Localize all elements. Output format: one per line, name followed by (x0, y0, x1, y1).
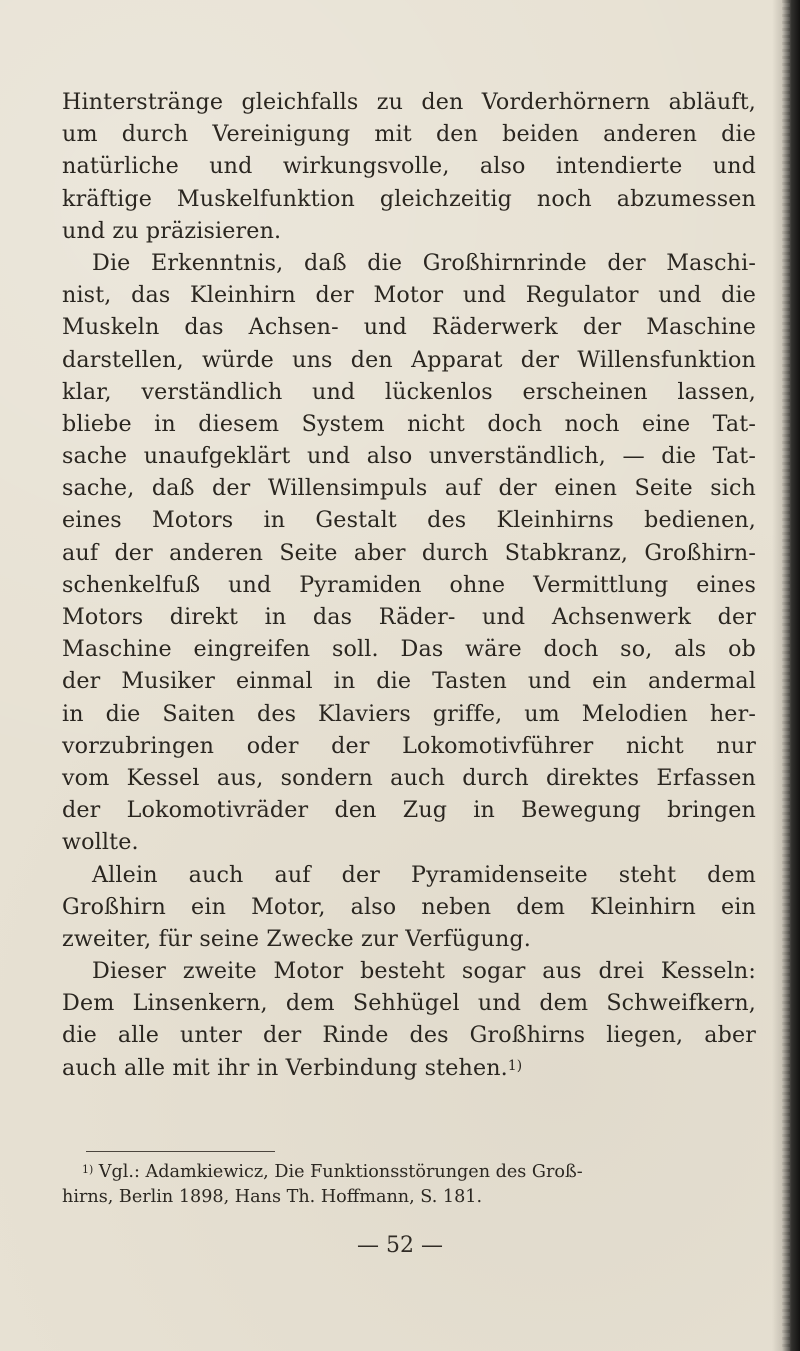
text-line: bliebe in diesem System nicht doch noch eine Tat- (62, 410, 756, 437)
text-line: sache unaufgeklärt und also unverständlich, — die Tat- (62, 443, 756, 470)
page-number: — 52 — (357, 1233, 443, 1258)
text-line-with-footnote-ref (62, 1052, 756, 1084)
text-line: und zu präzisieren. (62, 217, 282, 244)
text-line: eines Motors in Gestalt des Kleinhirns bedienen, (62, 507, 756, 534)
footnote-text: Vgl.: Adamkiewicz, Die Funktionsstörungen des Groß- (98, 1162, 583, 1182)
text-line: Motors direkt in das Räder- und Achsenwerk der (62, 604, 756, 630)
text-line: Muskeln das Achsen- und Räderwerk der Maschine (62, 314, 756, 341)
text-line: kräftige Muskelfunktion gleichzeitig noch abzumessen (62, 185, 756, 212)
text-line: Die Erkenntnis, daß die Großhirnrinde der Maschi- (92, 249, 756, 276)
text-line: sache, daß der Willensimpuls auf der einen Seite sich (62, 475, 756, 502)
main-text-block (62, 86, 756, 1084)
footnote-reference: 1) (507, 1057, 523, 1074)
text-line: um durch Vereinigung mit den beiden anderen die (62, 121, 756, 148)
text-line: Allein auch auf der Pyramidenseite steht dem (92, 861, 756, 888)
text-line: Dieser zweite Motor besteht sogar aus drei Kesseln: (92, 958, 756, 985)
text-line: auf der anderen Seite aber durch Stabkranz, Großhirn- (62, 539, 756, 566)
text-line: vorzubringen oder der Lokomotivführer nicht nur (62, 732, 756, 759)
text-line: die alle unter der Rinde des Großhirns liegen, aber (62, 1022, 756, 1049)
footnote-line: hirns, Berlin 1898, Hans Th. Hoffmann, S. 181. (62, 1186, 483, 1207)
text-line: vom Kessel aus, sondern auch durch direktes Erfassen (62, 764, 756, 791)
text-line: auch alle mit ihr in Verbindung stehen. (62, 1054, 508, 1081)
text-line: Maschine eingreifen soll. Das wäre doch so, als ob (62, 636, 756, 663)
text-line: nist, das Kleinhirn der Motor und Regulator und die (62, 282, 756, 309)
text-line: klar, verständlich und lückenlos erscheinen lassen, (62, 378, 756, 405)
text-line: der Musiker einmal in die Tasten und ein andermal (62, 668, 756, 695)
footnote-marker: 1) (82, 1163, 94, 1177)
page-edge-texture (782, 0, 790, 1351)
text-line: Dem Linsenkern, dem Sehhügel und dem Schweifkern, (62, 990, 756, 1017)
footnote (62, 1160, 756, 1209)
text-line: der Lokomotivräder den Zug in Bewegung bringen (62, 797, 756, 824)
footnote-line (62, 1160, 756, 1185)
text-line: zweiter, für seine Zwecke zur Verfügung. (62, 925, 531, 952)
text-line: wollte. (62, 829, 139, 856)
text-line: schenkelfuß und Pyramiden ohne Vermittlung eines (62, 571, 756, 598)
text-line: Großhirn ein Motor, also neben dem Kleinhirn ein (62, 893, 756, 920)
text-line: Hinterstränge gleichfalls zu den Vorderhörnern abläuft, (62, 89, 756, 115)
text-line: in die Saiten des Klaviers griffe, um Melodien her- (62, 700, 756, 727)
text-line: natürliche und wirkungsvolle, also intendierte und (62, 153, 756, 180)
text-line: darstellen, würde uns den Apparat der Willensfunktion (62, 346, 756, 373)
footnote-separator (86, 1151, 275, 1152)
